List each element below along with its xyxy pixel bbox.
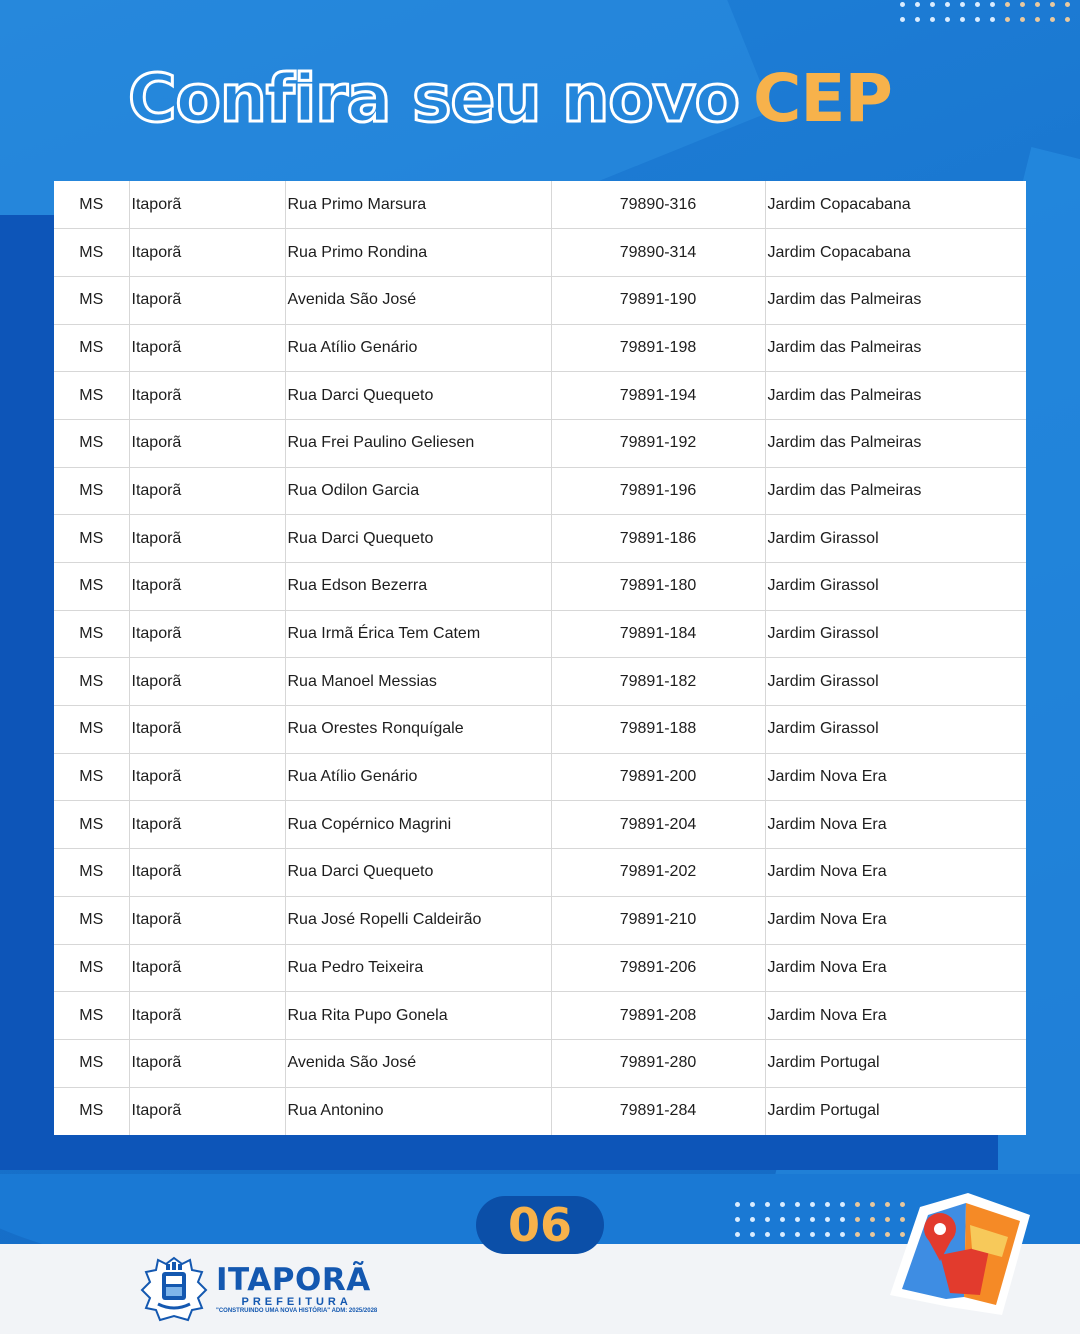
decorative-dot [795, 1202, 800, 1207]
cep-cell: 79891-210 [551, 896, 765, 944]
street-cell: Rua Primo Rondina [285, 229, 551, 277]
decorative-dot [735, 1202, 740, 1207]
cep-cell: 79891-208 [551, 992, 765, 1040]
district-cell: Jardim Copacabana [765, 181, 1026, 229]
cep-cell: 79891-280 [551, 1039, 765, 1087]
state-cell: MS [54, 610, 129, 658]
street-cell: Rua Manoel Messias [285, 658, 551, 706]
decorative-dot [1020, 17, 1025, 22]
district-cell: Jardim Girassol [765, 563, 1026, 611]
street-cell: Avenida São José [285, 276, 551, 324]
street-cell: Rua Frei Paulino Geliesen [285, 419, 551, 467]
city-cell: Itaporã [129, 563, 285, 611]
decorative-dot [825, 1202, 830, 1207]
street-cell: Rua Atílio Genário [285, 753, 551, 801]
decorative-dot [990, 2, 995, 7]
table-row [54, 276, 1026, 324]
table-row [54, 419, 1026, 467]
city-cell: Itaporã [129, 849, 285, 897]
state-cell: MS [54, 276, 129, 324]
street-cell: Rua Edson Bezerra [285, 563, 551, 611]
state-cell: MS [54, 849, 129, 897]
decorative-dot [975, 2, 980, 7]
table-row [54, 1087, 1026, 1135]
district-cell: Jardim das Palmeiras [765, 276, 1026, 324]
cep-cell: 79891-196 [551, 467, 765, 515]
decorative-dot [825, 1232, 830, 1237]
street-cell: Rua Antonino [285, 1087, 551, 1135]
table-row [54, 849, 1026, 897]
cep-cell: 79891-190 [551, 276, 765, 324]
table-row [54, 467, 1026, 515]
state-cell: MS [54, 515, 129, 563]
prefeitura-logo [138, 1254, 377, 1324]
street-cell: Rua José Ropelli Caldeirão [285, 896, 551, 944]
cep-cell: 79891-200 [551, 753, 765, 801]
cep-table [54, 181, 1026, 1135]
cep-cell: 79891-182 [551, 658, 765, 706]
decorative-dot [840, 1217, 845, 1222]
decorative-dot [810, 1217, 815, 1222]
state-cell: MS [54, 372, 129, 420]
city-cell: Itaporã [129, 706, 285, 754]
page-number-badge: 06 [476, 1196, 604, 1254]
decorative-dot [840, 1202, 845, 1207]
street-cell: Rua Darci Quequeto [285, 372, 551, 420]
city-cell: Itaporã [129, 372, 285, 420]
city-cell: Itaporã [129, 276, 285, 324]
state-cell: MS [54, 706, 129, 754]
cep-cell: 79891-206 [551, 944, 765, 992]
table-row [54, 515, 1026, 563]
decorative-dot [840, 1232, 845, 1237]
district-cell: Jardim Nova Era [765, 801, 1026, 849]
district-cell: Jardim das Palmeiras [765, 372, 1026, 420]
decorative-dot [1065, 2, 1070, 7]
state-cell: MS [54, 1039, 129, 1087]
street-cell: Rua Pedro Teixeira [285, 944, 551, 992]
title-accent: CEP [752, 60, 892, 137]
cep-cell: 79891-284 [551, 1087, 765, 1135]
city-cell: Itaporã [129, 181, 285, 229]
decorative-dot [765, 1232, 770, 1237]
logo-subtitle: PREFEITURA [241, 1296, 352, 1308]
city-cell: Itaporã [129, 944, 285, 992]
cep-cell: 79891-192 [551, 419, 765, 467]
decorative-dot [810, 1202, 815, 1207]
street-cell: Rua Darci Quequeto [285, 849, 551, 897]
table-row [54, 753, 1026, 801]
decorative-dot [735, 1232, 740, 1237]
table-row [54, 896, 1026, 944]
decorative-dot [855, 1232, 860, 1237]
city-cell: Itaporã [129, 467, 285, 515]
decorative-dot [855, 1217, 860, 1222]
state-cell: MS [54, 324, 129, 372]
decorative-dots-top [900, 2, 1070, 22]
city-cell: Itaporã [129, 1039, 285, 1087]
decorative-dot [780, 1217, 785, 1222]
table-row [54, 181, 1026, 229]
city-cell: Itaporã [129, 610, 285, 658]
table-row [54, 229, 1026, 277]
district-cell: Jardim Girassol [765, 610, 1026, 658]
table-row [54, 944, 1026, 992]
decorative-dot [945, 2, 950, 7]
cep-cell: 79891-186 [551, 515, 765, 563]
state-cell: MS [54, 896, 129, 944]
street-cell: Rua Atílio Genário [285, 324, 551, 372]
decorative-dot [780, 1232, 785, 1237]
district-cell: Jardim Copacabana [765, 229, 1026, 277]
table-row [54, 1039, 1026, 1087]
table-row [54, 801, 1026, 849]
city-cell: Itaporã [129, 896, 285, 944]
street-cell: Rua Darci Quequeto [285, 515, 551, 563]
district-cell: Jardim Girassol [765, 515, 1026, 563]
decorative-dot [1050, 2, 1055, 7]
decorative-dot [975, 17, 980, 22]
district-cell: Jardim das Palmeiras [765, 419, 1026, 467]
table-row [54, 372, 1026, 420]
city-cell: Itaporã [129, 229, 285, 277]
table-row [54, 706, 1026, 754]
logo-name: ITAPORÃ [216, 1262, 371, 1298]
state-cell: MS [54, 563, 129, 611]
decorative-dot [915, 17, 920, 22]
city-cell: Itaporã [129, 658, 285, 706]
city-cell: Itaporã [129, 801, 285, 849]
table-row [54, 658, 1026, 706]
decorative-dot [930, 17, 935, 22]
district-cell: Jardim Girassol [765, 706, 1026, 754]
district-cell: Jardim Portugal [765, 1039, 1026, 1087]
cep-cell: 79891-202 [551, 849, 765, 897]
decorative-dot [750, 1202, 755, 1207]
table-row [54, 992, 1026, 1040]
decorative-dot [765, 1202, 770, 1207]
street-cell: Rua Primo Marsura [285, 181, 551, 229]
decorative-dot [945, 17, 950, 22]
street-cell: Rua Copérnico Magrini [285, 801, 551, 849]
state-cell: MS [54, 801, 129, 849]
district-cell: Jardim das Palmeiras [765, 324, 1026, 372]
decorative-dot [1005, 2, 1010, 7]
cep-cell: 79890-316 [551, 181, 765, 229]
decorative-dot [855, 1202, 860, 1207]
decorative-dot [1065, 17, 1070, 22]
table-row [54, 324, 1026, 372]
decorative-dot [900, 17, 905, 22]
decorative-dot [960, 2, 965, 7]
state-cell: MS [54, 229, 129, 277]
district-cell: Jardim Nova Era [765, 849, 1026, 897]
city-crest-icon [138, 1254, 210, 1324]
street-cell: Avenida São José [285, 1039, 551, 1087]
decorative-dot [915, 2, 920, 7]
decorative-dot [990, 17, 995, 22]
cep-cell: 79891-194 [551, 372, 765, 420]
cep-cell: 79891-188 [551, 706, 765, 754]
decorative-dot [1005, 17, 1010, 22]
state-cell: MS [54, 658, 129, 706]
decorative-dot [765, 1217, 770, 1222]
page-title [0, 60, 1020, 137]
city-cell: Itaporã [129, 992, 285, 1040]
decorative-dot [930, 2, 935, 7]
title-main: Confira seu novo [128, 60, 739, 137]
decorative-dot [780, 1202, 785, 1207]
decorative-dot [960, 17, 965, 22]
decorative-dot [870, 1202, 875, 1207]
table-row [54, 563, 1026, 611]
district-cell: Jardim Portugal [767, 1102, 880, 1120]
decorative-dot [735, 1217, 740, 1222]
city-cell: Itaporã [129, 1087, 285, 1135]
cep-cell: 79891-184 [551, 610, 765, 658]
city-cell: Itaporã [129, 419, 285, 467]
district-cell: Jardim Girassol [765, 658, 1026, 706]
state-cell: MS [54, 753, 129, 801]
street-cell: Rua Odilon Garcia [285, 467, 551, 515]
district-cell: Jardim Nova Era [765, 896, 1026, 944]
decorative-dot [900, 2, 905, 7]
decorative-dot [1050, 17, 1055, 22]
decorative-dot [1020, 2, 1025, 7]
street-cell: Rua Rita Pupo Gonela [285, 992, 551, 1040]
state-cell: MS [54, 1087, 129, 1135]
table-row [54, 610, 1026, 658]
district-cell: Jardim Nova Era [765, 944, 1026, 992]
city-cell: Itaporã [129, 515, 285, 563]
city-cell: Itaporã [129, 753, 285, 801]
state-cell: MS [54, 992, 129, 1040]
map-pin-icon [880, 1185, 1040, 1325]
city-cell: Itaporã [129, 324, 285, 372]
logo-slogan: "CONSTRUINDO UMA NOVA HISTÓRIA" ADM: 2025/2028 [216, 1308, 378, 1314]
decorative-dot [825, 1217, 830, 1222]
decorative-dot [810, 1232, 815, 1237]
cep-cell: 79891-180 [551, 563, 765, 611]
cep-cell: 79890-314 [551, 229, 765, 277]
district-cell: Jardim das Palmeiras [765, 467, 1026, 515]
cep-cell: 79891-198 [551, 324, 765, 372]
decorative-dot [795, 1217, 800, 1222]
state-cell: MS [54, 419, 129, 467]
decorative-dot [750, 1232, 755, 1237]
decorative-dot [870, 1232, 875, 1237]
state-cell: MS [54, 467, 129, 515]
decorative-dot [750, 1217, 755, 1222]
decorative-dot [1035, 2, 1040, 7]
state-cell: MS [54, 944, 129, 992]
cep-cell: 79891-204 [551, 801, 765, 849]
district-cell: Jardim Nova Era [765, 992, 1026, 1040]
street-cell: Rua Irmã Érica Tem Catem [285, 610, 551, 658]
state-cell: MS [54, 181, 129, 229]
street-cell: Rua Orestes Ronquígale [285, 706, 551, 754]
decorative-dot [870, 1217, 875, 1222]
decorative-dot [1035, 17, 1040, 22]
district-cell: Jardim Nova Era [765, 753, 1026, 801]
decorative-dot [795, 1232, 800, 1237]
